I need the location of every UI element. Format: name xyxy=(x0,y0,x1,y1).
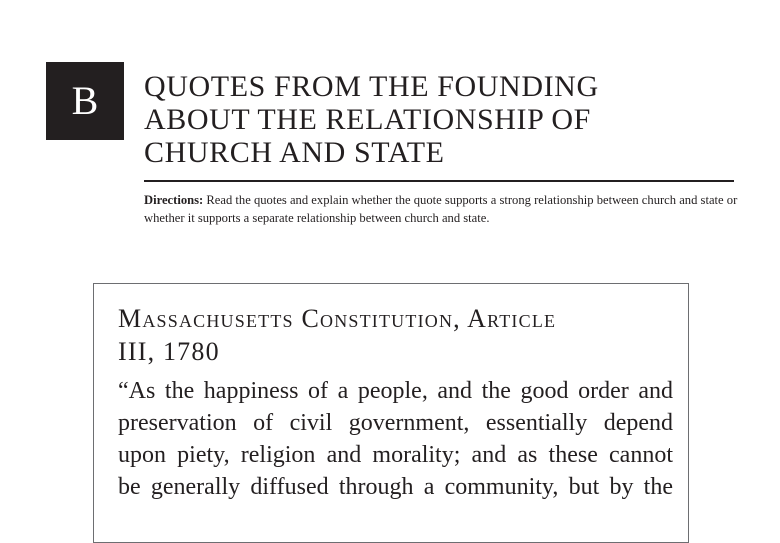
title-line: CHURCH AND STATE xyxy=(144,136,445,169)
quote-line: upon piety, religion and morality; and as these cannot xyxy=(118,442,673,468)
section-letter-badge xyxy=(46,62,124,140)
source-title-line: Massachusetts Constitution, Article xyxy=(118,304,557,333)
source-title-line: III, 1780 xyxy=(118,337,220,366)
quote-line: be generally diffused through a community, but by the xyxy=(118,474,673,500)
quote-line: “As the happiness of a people, and the good order and xyxy=(118,378,673,404)
directions-text: Read the quotes and explain whether the quote supports a strong relationship between church and state or whether it supports a separate relationship between church and state. xyxy=(144,193,738,225)
title-line: QUOTES FROM THE FOUNDING xyxy=(144,70,599,103)
directions-paragraph xyxy=(144,191,740,227)
title-divider xyxy=(144,180,734,182)
quote-box xyxy=(93,283,689,543)
quote-source-title xyxy=(118,302,678,368)
section-letter: B xyxy=(71,78,99,123)
quote-line: preservation of civil government, essentially depend xyxy=(118,410,673,436)
directions-label: Directions: xyxy=(144,193,204,207)
page-title xyxy=(144,70,744,169)
quote-text xyxy=(118,375,673,503)
title-line: ABOUT THE RELATIONSHIP OF xyxy=(144,103,591,136)
